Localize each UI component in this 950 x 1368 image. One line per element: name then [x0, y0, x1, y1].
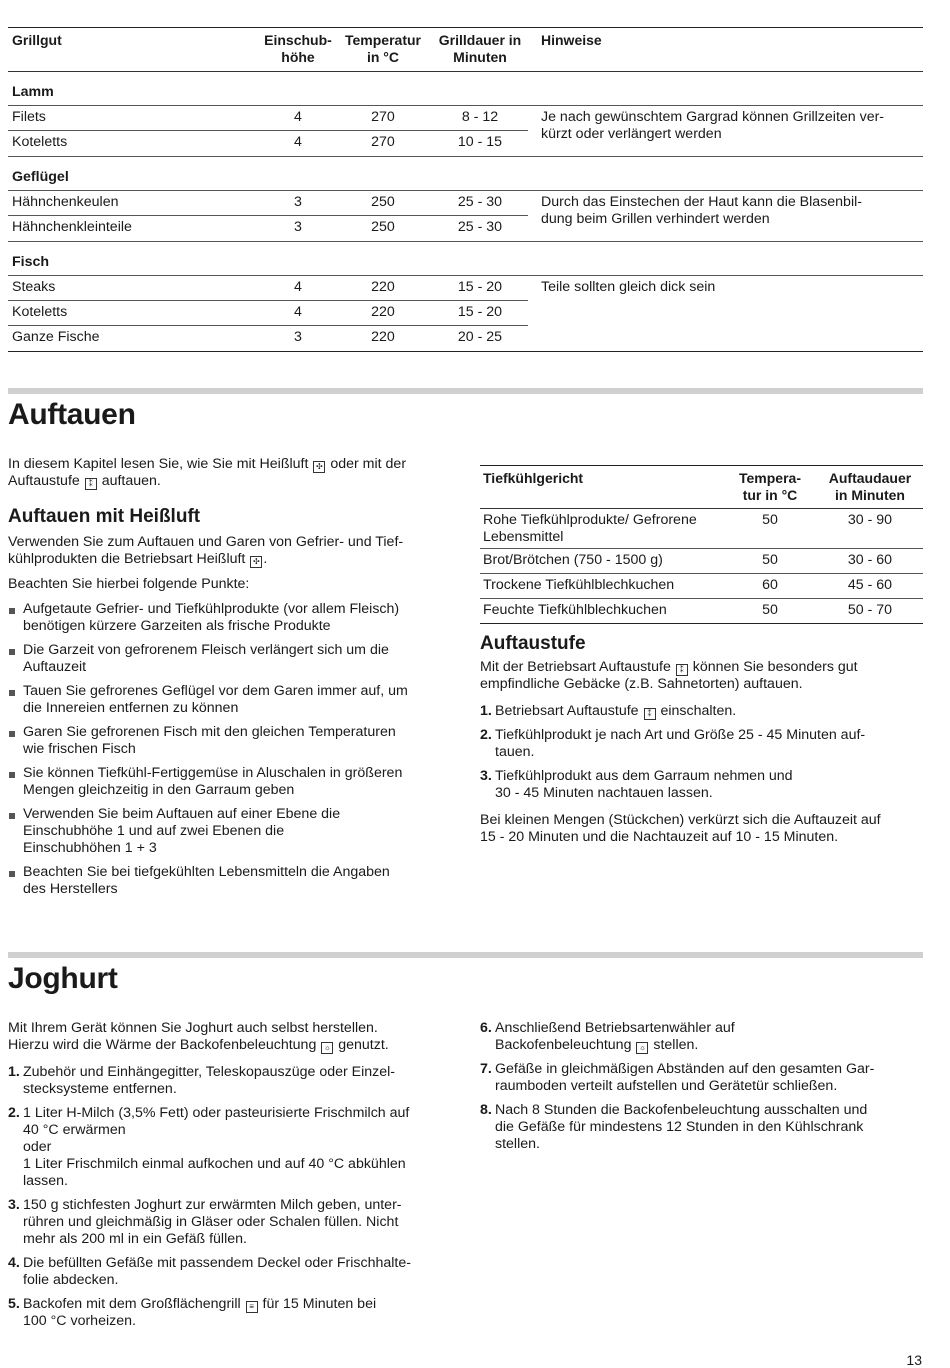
heissluft-heading: Auftauen mit Heißluft [8, 506, 201, 527]
header-temperatur: Tempera- tur in °C [739, 470, 801, 503]
auftaustufe-heading: Auftaustufe [480, 633, 586, 654]
list-item [8, 1105, 463, 1190]
list-item: Aufgetaute Gefrier- und Tiefkühlprodukte (vor allem Fleisch) benötigen kürzere Garzeiten als frische Produkte [8, 601, 458, 635]
step-text: Tiefkühlprodukt je nach Art und Größe 25 - 45 Minuten auf- tauen. [495, 727, 866, 760]
list-item: Garen Sie gefrorenen Fisch mit den gleichen Temperaturen wie frischen Fisch [8, 724, 458, 758]
heissluft-lead: Beachten Sie hierbei folgende Punkte: [8, 576, 250, 592]
intro-text: oder mit der [330, 456, 407, 472]
step-number: 2. [8, 1105, 20, 1121]
cell-duration: 15 - 20 [457, 279, 503, 295]
step-text: Betriebsart Auftaustufe [495, 703, 639, 719]
table-row [8, 276, 528, 301]
list-item: Die Garzeit von gefrorenem Fleisch verlängert sich um die Auftauzeit [8, 642, 458, 676]
cell-duration: 30 - 60 [847, 552, 893, 568]
cell-name: Rohe Tiefkühlprodukte/ Gefrorene Lebensmittel [483, 512, 697, 545]
step-text: stellen. [653, 1037, 699, 1053]
intro-text: auftauen. [101, 473, 161, 489]
step-text: 1 Liter H-Milch (3,5% Fett) oder pasteurisierte Frischmilch auf 40 °C erwärmen oder 1 Liter Frischmilch einmal aufkochen und auf 40 °C abkühlen lassen. [23, 1105, 410, 1189]
cell-name: Feuchte Tiefkühlblechkuchen [483, 602, 667, 618]
cell-temp: 270 [371, 109, 395, 125]
cell-temp: 220 [371, 304, 395, 320]
cell-temp: 250 [371, 194, 395, 210]
cell-name: Filets [12, 109, 46, 125]
section-divider [8, 952, 923, 958]
list-item [480, 727, 925, 761]
grill-table-header [8, 27, 923, 72]
section-title-joghurt: Joghurt [8, 962, 118, 995]
intro-text: genutzt. [338, 1037, 389, 1053]
oven-light-icon: ☼ [636, 1042, 648, 1054]
step-text: 150 g stichfesten Joghurt zur erwärmten Milch geben, unter- rühren und gleichmäßig in Gläser oder Schalen füllen. Nicht mehr als 200 ml in ein Gefäß füllen. [23, 1197, 402, 1247]
list-item [8, 1064, 463, 1098]
list-item: Sie können Tiefkühl-Fertiggemüse in Aluschalen in größeren Mengen gleichzeitig in den Garraum geben [8, 765, 458, 799]
cell-name: Brot/Brötchen (750 - 1500 g) [483, 552, 663, 568]
step-text: einschalten. [660, 703, 737, 719]
list-item [8, 1197, 463, 1248]
cell-duration: 30 - 90 [847, 512, 893, 528]
cell-name: Trockene Tiefkühlblechkuchen [483, 577, 675, 593]
hot-air-icon: ✣ [250, 556, 262, 568]
oven-light-icon: ☼ [321, 1042, 333, 1054]
cell-temp: 50 [762, 512, 778, 528]
header-hinweise: Hinweise [541, 32, 602, 48]
cell-name: Steaks [12, 279, 56, 295]
header-einschubhoehe: Einschub- höhe [264, 32, 332, 65]
joghurt-steps-left [8, 1064, 463, 1330]
cell-temp: 270 [371, 134, 395, 150]
auftauen-left-column [8, 456, 458, 905]
table-row [480, 549, 923, 574]
defrost-icon: ⁑ [676, 664, 688, 676]
auftaustufe-closing: Bei kleinen Mengen (Stückchen) verkürzt sich die Auftauzeit auf 15 - 20 Minuten und die Nachtauzeit auf 10 - 15 Minuten. [480, 812, 881, 845]
section-title-auftauen: Auftauen [8, 398, 136, 431]
step-number: 7. [480, 1061, 492, 1077]
cell-duration: 50 - 70 [847, 602, 893, 618]
step-text: Anschließend Betriebsartenwähler auf Backofenbeleuchtung [495, 1020, 735, 1053]
cell-temp: 60 [762, 577, 778, 593]
page-number: 13 [906, 1352, 922, 1368]
table-row [8, 326, 528, 351]
cell-height: 3 [294, 329, 302, 345]
step-text: Backofen mit dem Großflächengrill [23, 1296, 241, 1312]
paragraph-text: können Sie besonders gut empfindliche Gebäcke (z.B. Sahnetorten) auftauen. [480, 659, 858, 692]
step-number: 1. [480, 703, 492, 719]
group-gefluegel [8, 191, 923, 242]
group-lamm [8, 106, 923, 157]
step-text: Tiefkühlprodukt aus dem Garraum nehmen und 30 - 45 Minuten nachtauen lassen. [495, 768, 793, 801]
list-item: Tauen Sie gefrorenes Geflügel vor dem Garen immer auf, um die Innereien entfernen zu können [8, 683, 458, 717]
list-item [480, 703, 925, 720]
list-item [480, 768, 925, 802]
cell-temp: 250 [371, 219, 395, 235]
cell-height: 4 [294, 109, 302, 125]
paragraph-text: . [263, 551, 268, 567]
header-grillgut: Grillgut [12, 32, 62, 48]
cell-height: 4 [294, 279, 302, 295]
step-text: Nach 8 Stunden die Backofenbeleuchtung ausschalten und die Gefäße für mindestens 12 Stunden in den Kühlschrank stellen. [495, 1102, 868, 1152]
cell-duration: 10 - 15 [457, 134, 503, 150]
header-auftaudauer: Auftaudauer in Minuten [828, 470, 912, 503]
cell-name: Hähnchenkleinteile [12, 219, 132, 235]
cell-duration: 8 - 12 [461, 109, 499, 125]
joghurt-left-column [8, 1020, 463, 1337]
group-fisch [8, 276, 923, 352]
full-grill-icon: ≡ [246, 1301, 258, 1313]
heissluft-bullet-list [8, 601, 458, 898]
defrost-icon: ⁑ [85, 478, 97, 490]
header-tiefkuehlgericht: Tiefkühlgericht [483, 470, 584, 486]
step-text: Zubehör und Einhängegitter, Teleskopauszüge oder Einzel- stecksysteme entfernen. [23, 1064, 396, 1097]
group-title-fisch: Fisch [8, 242, 923, 276]
auftauen-intro [8, 456, 458, 490]
cell-duration: 25 - 30 [457, 194, 503, 210]
table-row [480, 599, 923, 624]
step-number: 4. [8, 1255, 20, 1271]
defrost-table [480, 465, 923, 624]
list-item: Verwenden Sie beim Auftauen auf einer Ebene die Einschubhöhe 1 und auf zwei Ebenen die Einschubhöhen 1 + 3 [8, 806, 458, 857]
list-item: Beachten Sie bei tiefgekühlten Lebensmitteln die Angaben des Herstellers [8, 864, 458, 898]
list-item [8, 1296, 463, 1330]
list-item [8, 1255, 463, 1289]
header-grilldauer: Grilldauer in Minuten [438, 32, 522, 65]
step-text: Gefäße in gleichmäßigen Abständen auf den gesamten Gar- raumboden verteilt aufstellen und Gerätetür schließen. [495, 1061, 875, 1094]
list-item [480, 1061, 925, 1095]
table-row [8, 301, 528, 326]
group-title-gefluegel: Geflügel [8, 157, 923, 191]
joghurt-right-column [480, 1020, 925, 1160]
cell-height: 4 [294, 304, 302, 320]
grill-table [8, 27, 923, 352]
table-row [8, 216, 528, 241]
cell-temp: 50 [762, 552, 778, 568]
step-number: 5. [8, 1296, 20, 1312]
hot-air-icon: ✣ [313, 461, 325, 473]
group-title-lamm: Lamm [8, 72, 923, 106]
cell-duration: 25 - 30 [457, 219, 503, 235]
heissluft-paragraph [8, 534, 458, 568]
cell-temp: 220 [371, 279, 395, 295]
cell-duration: 45 - 60 [847, 577, 893, 593]
defrost-table-header [480, 465, 923, 509]
cell-height: 4 [294, 134, 302, 150]
step-number: 8. [480, 1102, 492, 1118]
joghurt-steps-right [480, 1020, 925, 1153]
step-number: 3. [480, 768, 492, 784]
table-row [480, 574, 923, 599]
intro-text: Mit Ihrem Gerät können Sie Joghurt auch selbst herstellen. Hierzu wird die Wärme der Backofenbeleuchtung [8, 1020, 378, 1053]
cell-duration: 20 - 25 [457, 329, 503, 345]
cell-name: Koteletts [12, 304, 68, 320]
step-number: 3. [8, 1197, 20, 1213]
cell-duration: 15 - 20 [457, 304, 503, 320]
note-gefluegel: Durch das Einstechen der Haut kann die Blasenbil- dung beim Grillen verhindert werden [541, 194, 862, 227]
table-row [480, 509, 923, 549]
step-number: 2. [480, 727, 492, 743]
cell-height: 3 [294, 219, 302, 235]
intro-text: In diesem Kapitel lesen Sie, wie Sie mit Heißluft [8, 456, 309, 472]
table-row [8, 131, 528, 156]
note-lamm: Je nach gewünschtem Gargrad können Grillzeiten ver- kürzt oder verlängert werden [541, 109, 885, 142]
auftaustufe-paragraph [480, 659, 925, 693]
cell-name: Koteletts [12, 134, 68, 150]
note-fisch: Teile sollten gleich dick sein [541, 279, 716, 295]
cell-temp: 50 [762, 602, 778, 618]
cell-name: Ganze Fische [12, 329, 100, 345]
list-item [480, 1020, 925, 1054]
intro-text: Auftaustufe [8, 473, 80, 489]
auftaustufe-column [480, 633, 925, 854]
step-text: Die befüllten Gefäße mit passendem Deckel oder Frischhalte- folie abdecken. [23, 1255, 411, 1288]
paragraph-text: Verwenden Sie zum Auftauen und Garen von Gefrier- und Tief- kühlprodukten die Betriebsart Heißluft [8, 534, 404, 567]
header-temperatur: Temperatur in °C [345, 32, 421, 65]
cell-name: Hähnchenkeulen [12, 194, 119, 210]
defrost-icon: ⁑ [644, 708, 656, 720]
cell-height: 3 [294, 194, 302, 210]
cell-temp: 220 [371, 329, 395, 345]
step-text: für 15 Minuten bei 100 °C vorheizen. [23, 1296, 377, 1329]
paragraph-text: Mit der Betriebsart Auftaustufe [480, 659, 671, 675]
section-divider [8, 388, 923, 394]
auftaustufe-steps [480, 703, 925, 802]
list-item [480, 1102, 925, 1153]
step-number: 6. [480, 1020, 492, 1036]
table-row [8, 106, 528, 131]
step-number: 1. [8, 1064, 20, 1080]
joghurt-intro [8, 1020, 463, 1054]
table-row [8, 191, 528, 216]
